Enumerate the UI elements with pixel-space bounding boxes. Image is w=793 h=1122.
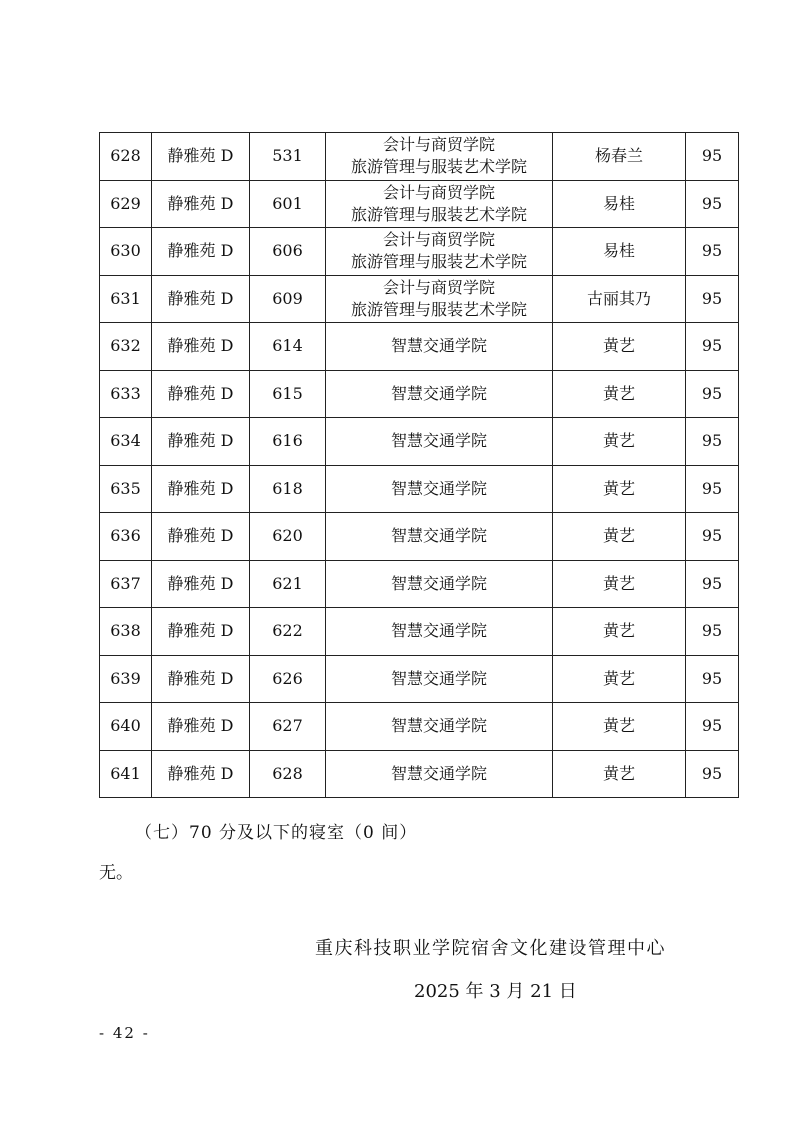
- table-row: [100, 180, 739, 228]
- table-row: [100, 608, 739, 656]
- cell-room: 531: [250, 133, 326, 181]
- college-line: 会计与商贸学院: [382, 182, 495, 202]
- cell-college: [326, 655, 553, 703]
- college-line: 会计与商贸学院: [382, 135, 495, 155]
- cell-no: 637: [100, 560, 152, 608]
- table-row: [100, 703, 739, 751]
- college-line: 旅游管理与服装艺术学院: [350, 157, 527, 177]
- college-line: 旅游管理与服装艺术学院: [350, 252, 527, 272]
- section-heading: （七）70 分及以下的寝室（0 间）: [135, 823, 418, 843]
- college-line: 旅游管理与服装艺术学院: [350, 204, 527, 224]
- cell-no: 628: [100, 133, 152, 181]
- cell-score: 95: [686, 465, 739, 513]
- cell-building: 静雅苑 D: [152, 275, 250, 323]
- dormitory-score-table: [99, 132, 739, 798]
- cell-score: 95: [686, 655, 739, 703]
- college-line: 智慧交通学院: [390, 336, 487, 356]
- table-row: [100, 323, 739, 371]
- college-line: 智慧交通学院: [390, 668, 487, 688]
- table-row: [100, 228, 739, 276]
- table-row: [100, 418, 739, 466]
- cell-college: [326, 370, 553, 418]
- cell-no: 635: [100, 465, 152, 513]
- cell-no: 629: [100, 180, 152, 228]
- cell-building: 静雅苑 D: [152, 513, 250, 561]
- cell-college: [326, 228, 553, 276]
- college-line: 智慧交通学院: [390, 763, 487, 783]
- cell-room: 627: [250, 703, 326, 751]
- cell-room: 618: [250, 465, 326, 513]
- cell-score: 95: [686, 275, 739, 323]
- cell-building: 静雅苑 D: [152, 608, 250, 656]
- cell-college: [326, 180, 553, 228]
- cell-teacher: 易桂: [553, 228, 686, 276]
- college-line: 会计与商贸学院: [382, 230, 495, 250]
- cell-room: 615: [250, 370, 326, 418]
- cell-teacher: 黄艺: [553, 560, 686, 608]
- cell-college: [326, 750, 553, 798]
- cell-teacher: 黄艺: [553, 370, 686, 418]
- cell-teacher: 黄艺: [553, 750, 686, 798]
- college-line: 旅游管理与服装艺术学院: [350, 299, 527, 319]
- cell-no: 638: [100, 608, 152, 656]
- cell-score: 95: [686, 608, 739, 656]
- college-line: 会计与商贸学院: [382, 277, 495, 297]
- cell-score: 95: [686, 370, 739, 418]
- cell-no: 633: [100, 370, 152, 418]
- cell-building: 静雅苑 D: [152, 323, 250, 371]
- cell-building: 静雅苑 D: [152, 655, 250, 703]
- cell-room: 621: [250, 560, 326, 608]
- cell-no: 634: [100, 418, 152, 466]
- cell-teacher: 黄艺: [553, 418, 686, 466]
- table-row: [100, 133, 739, 181]
- page-number: - 42 -: [99, 1024, 150, 1042]
- cell-room: 626: [250, 655, 326, 703]
- cell-college: [326, 608, 553, 656]
- college-line: 智慧交通学院: [390, 716, 487, 736]
- cell-room: 614: [250, 323, 326, 371]
- cell-college: [326, 465, 553, 513]
- table-row: [100, 465, 739, 513]
- college-line: 智慧交通学院: [390, 478, 487, 498]
- cell-teacher: 黄艺: [553, 513, 686, 561]
- cell-building: 静雅苑 D: [152, 370, 250, 418]
- table-row: [100, 513, 739, 561]
- college-line: 智慧交通学院: [390, 526, 487, 546]
- college-line: 智慧交通学院: [390, 383, 487, 403]
- cell-no: 631: [100, 275, 152, 323]
- cell-teacher: 黄艺: [553, 465, 686, 513]
- cell-teacher: 黄艺: [553, 655, 686, 703]
- table-row: [100, 750, 739, 798]
- cell-building: 静雅苑 D: [152, 750, 250, 798]
- cell-room: 620: [250, 513, 326, 561]
- cell-college: [326, 275, 553, 323]
- cell-teacher: 黄艺: [553, 608, 686, 656]
- college-line: 智慧交通学院: [390, 431, 487, 451]
- table-row: [100, 655, 739, 703]
- cell-college: [326, 703, 553, 751]
- cell-building: 静雅苑 D: [152, 560, 250, 608]
- cell-college: [326, 133, 553, 181]
- table-row: [100, 275, 739, 323]
- cell-score: 95: [686, 560, 739, 608]
- cell-building: 静雅苑 D: [152, 418, 250, 466]
- cell-college: [326, 513, 553, 561]
- cell-score: 95: [686, 418, 739, 466]
- cell-score: 95: [686, 323, 739, 371]
- cell-room: 616: [250, 418, 326, 466]
- cell-teacher: 黄艺: [553, 703, 686, 751]
- cell-room: 628: [250, 750, 326, 798]
- none-text: 无。: [99, 863, 133, 883]
- cell-room: 609: [250, 275, 326, 323]
- cell-score: 95: [686, 180, 739, 228]
- cell-teacher: 古丽其乃: [553, 275, 686, 323]
- cell-room: 606: [250, 228, 326, 276]
- cell-score: 95: [686, 133, 739, 181]
- college-line: 智慧交通学院: [390, 621, 487, 641]
- cell-teacher: 易桂: [553, 180, 686, 228]
- cell-score: 95: [686, 228, 739, 276]
- cell-no: 641: [100, 750, 152, 798]
- cell-building: 静雅苑 D: [152, 703, 250, 751]
- signature-date: 2025 年 3 月 21 日: [414, 981, 577, 1002]
- cell-score: 95: [686, 750, 739, 798]
- college-line: 智慧交通学院: [390, 573, 487, 593]
- cell-building: 静雅苑 D: [152, 180, 250, 228]
- cell-no: 639: [100, 655, 152, 703]
- cell-college: [326, 560, 553, 608]
- cell-college: [326, 323, 553, 371]
- cell-score: 95: [686, 513, 739, 561]
- cell-no: 632: [100, 323, 152, 371]
- table-body: [100, 133, 739, 798]
- cell-no: 630: [100, 228, 152, 276]
- table-row: [100, 370, 739, 418]
- cell-building: 静雅苑 D: [152, 465, 250, 513]
- cell-no: 640: [100, 703, 152, 751]
- cell-score: 95: [686, 703, 739, 751]
- cell-room: 622: [250, 608, 326, 656]
- signature-org: 重庆科技职业学院宿舍文化建设管理中心: [315, 938, 666, 959]
- cell-building: 静雅苑 D: [152, 133, 250, 181]
- cell-teacher: 黄艺: [553, 323, 686, 371]
- cell-building: 静雅苑 D: [152, 228, 250, 276]
- cell-college: [326, 418, 553, 466]
- table-row: [100, 560, 739, 608]
- cell-no: 636: [100, 513, 152, 561]
- cell-teacher: 杨春兰: [553, 133, 686, 181]
- cell-room: 601: [250, 180, 326, 228]
